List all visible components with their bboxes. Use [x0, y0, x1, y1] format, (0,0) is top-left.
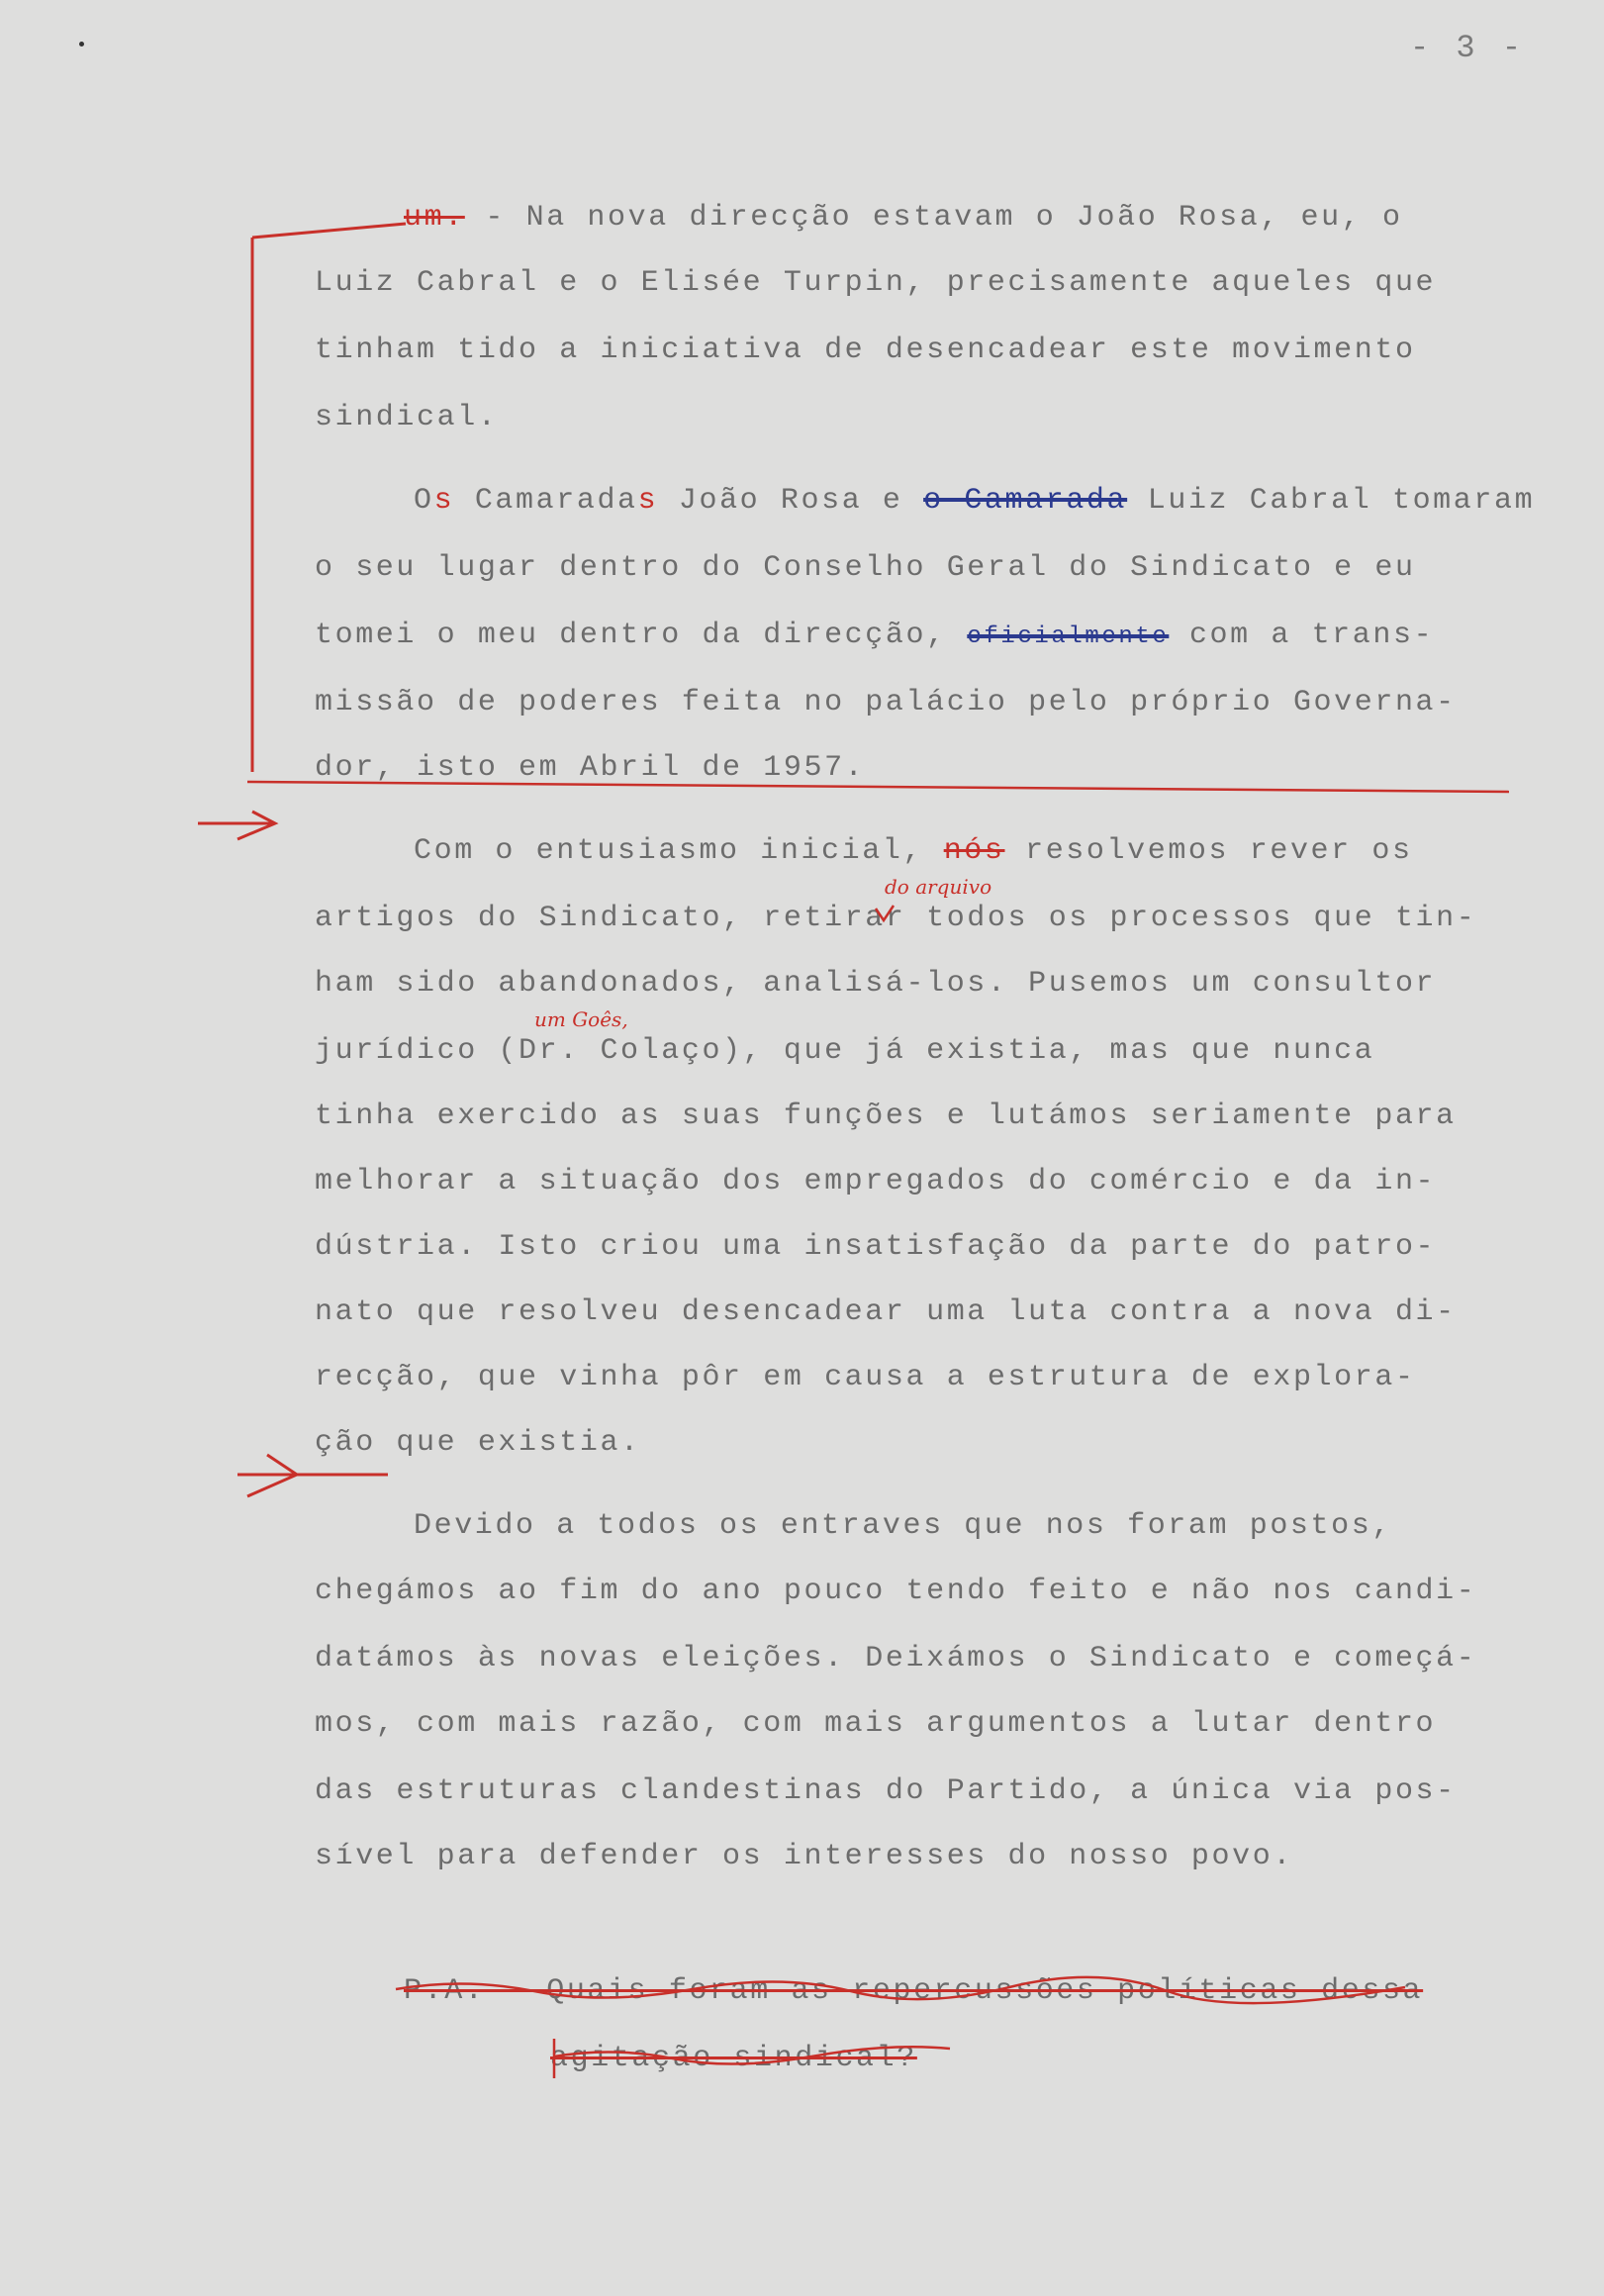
paragraph4-line4: mos, com mais razão, com mais argumentos a lutar dentro — [315, 1707, 1437, 1741]
line-end: resolvemos rever os — [1004, 834, 1413, 868]
bracket-top-stroke — [252, 224, 406, 238]
insert-note-2: um Goês, — [534, 1007, 628, 1031]
word-o: O — [414, 484, 434, 518]
paragraph3-line1 — [414, 831, 1552, 871]
paragraph2-line2: o seu lugar dentro do Conselho Geral do Sindicato e eu — [315, 551, 1416, 585]
paragraph2-line4: missão de poderes feita no palácio pelo próprio Governa- — [315, 686, 1457, 719]
paragraph3-line9: recção, que vinha pôr em causa a estrutura de explora- — [315, 1361, 1416, 1394]
paragraph4-line2: chegámos ao fim do ano pouco tendo feito e não nos candi- — [315, 1575, 1477, 1608]
paragraph4-line1: Devido a todos os entraves que nos foram postos, — [414, 1509, 1392, 1543]
paragraph3-line3: ham sido abandonados, analisá-los. Pusemos um consultor — [315, 967, 1437, 1001]
line-start: Com o entusiasmo inicial, — [414, 834, 944, 868]
line-start: tomei o meu dentro da direcção, — [315, 619, 947, 652]
struck-text: nós — [943, 834, 1005, 868]
line-text: - Na nova direcção estavam o João Rosa, eu, o — [485, 201, 1403, 235]
paragraph3-line10: ção que existia. — [315, 1426, 641, 1460]
struck-text: o Camarada — [923, 484, 1128, 518]
paragraph4-line5: das estruturas clandestinas do Partido, a única via pos- — [315, 1774, 1457, 1808]
paragraph2-line5: dor, isto em Abril de 1957. — [315, 751, 866, 785]
line-end: com a trans- — [1169, 619, 1435, 652]
paragraph3-line6: melhorar a situação dos empregados do comércio e da in- — [315, 1165, 1437, 1198]
paragraph3-line2: artigos do Sindicato, retirar todos os processos que tin- — [315, 902, 1477, 935]
red-insert-2: s — [637, 484, 659, 518]
paragraph2-line3 — [315, 616, 1453, 657]
paragraph4-line3: datámos às novas eleições. Deixámos o Sindicato e começá- — [315, 1642, 1477, 1675]
struck-question-line2: agitação sindical? — [550, 2042, 917, 2075]
paragraph1-line4: sindical. — [315, 401, 499, 434]
paragraph3-line4: jurídico (Dr. Colaço), que já existia, mas que nunca — [315, 1034, 1375, 1068]
paragraph1-line2: Luiz Cabral e o Elisée Turpin, precisamente aqueles que — [315, 266, 1437, 300]
line-mid: João Rosa e — [658, 484, 924, 518]
insert-note: do arquivo — [885, 875, 992, 899]
arrow-icon — [198, 812, 275, 839]
paragraph3-line7: dústria. Isto criou uma insatisfação da parte do patro- — [315, 1230, 1437, 1264]
paragraph3-line8: nato que resolveu desencadear uma luta contra a nova di- — [315, 1295, 1457, 1329]
page-number: - 3 - — [1410, 30, 1526, 66]
struck-question-line1: P.A. - Quais foram as repercussões políticas dessa — [404, 1974, 1424, 2008]
paragraph1-line1 — [404, 198, 1542, 238]
paragraph1-line3: tinham tido a iniciativa de desencadear este movimento — [315, 334, 1416, 367]
struck-prefix: um. — [404, 201, 465, 235]
line-end: Luiz Cabral tomaram — [1127, 484, 1536, 518]
red-insert: s — [433, 484, 455, 518]
paragraph3-line5: tinha exercido as suas funções e lutámos seriamente para — [315, 1100, 1457, 1133]
struck-text: oficialmente — [967, 623, 1170, 650]
word-camarada: Camarada — [474, 484, 638, 518]
ink-dot — [79, 42, 84, 47]
paragraph2-line1 — [414, 481, 1552, 521]
paragraph4-line6: sível para defender os interesses do nosso povo. — [315, 1840, 1293, 1873]
